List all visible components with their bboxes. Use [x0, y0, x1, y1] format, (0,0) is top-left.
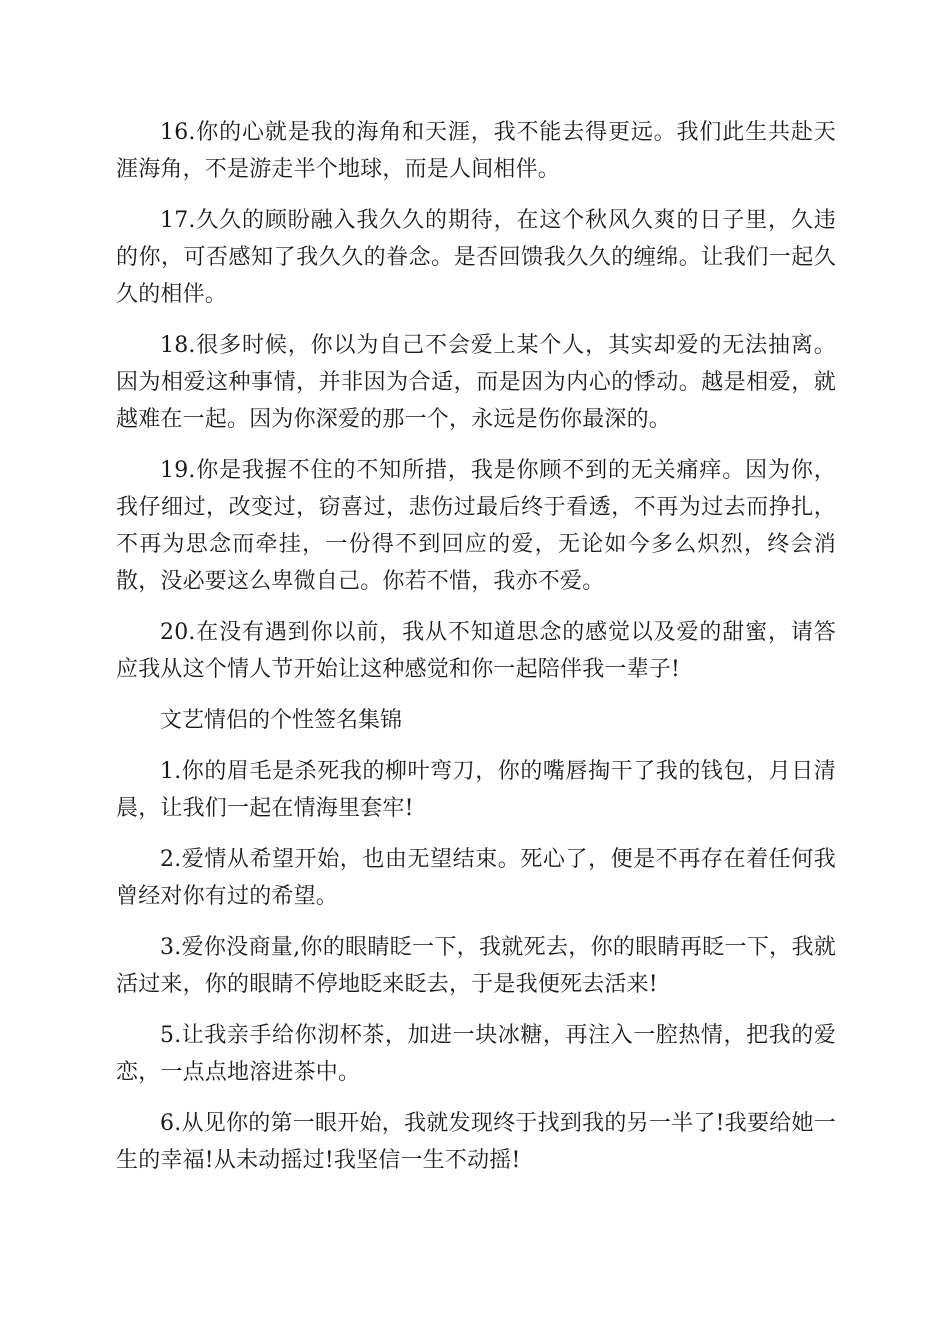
section-paragraph-5: 5.让我亲手给你沏杯茶，加进一块冰糖，再注入一腔热情，把我的爱恋，一点点地溶进茶中。	[116, 1023, 836, 1085]
paragraph-18: 18.很多时候，你以为自己不会爱上某个人，其实却爱的无法抽离。因为相爱这种事情，并非因为合适，而是因为内心的悸动。越是相爱，就越难在一起。因为你深爱的那一个，永远是伤你最深的。	[116, 333, 836, 432]
document-body	[116, 114, 836, 1193]
section-paragraph-6: 6.从见你的第一眼开始，我就发现终于找到我的另一半了!我要给她一生的幸福!从未动摇过!我坚信一生不动摇!	[116, 1111, 836, 1173]
section-heading: 文艺情侣的个性签名集锦	[160, 708, 403, 733]
paragraph-16: 16.你的心就是我的海角和天涯，我不能去得更远。我们此生共赴天涯海角，不是游走半个地球，而是人间相伴。	[116, 120, 836, 182]
paragraph-20: 20.在没有遇到你以前，我从不知道思念的感觉以及爱的甜蜜，请答应我从这个情人节开始让这种感觉和你一起陪伴我一辈子!	[116, 620, 836, 682]
section-paragraph-3: 3.爱你没商量,你的眼睛眨一下，我就死去，你的眼睛再眨一下，我就活过来，你的眼睛不停地眨来眨去，于是我便死去活来!	[116, 935, 836, 997]
section-paragraph-2: 2.爱情从希望开始，也由无望结束。死心了，便是不再存在着任何我曾经对你有过的希望。	[116, 847, 836, 909]
paragraph-19: 19.你是我握不住的不知所措，我是你顾不到的无关痛痒。因为你，我仔细过，改变过，窃喜过，悲伤过最后终于看透，不再为过去而挣扎，不再为思念而牵挂，一份得不到回应的爱，无论如今多么炽烈，终会消散，没必要这么卑微自己。你若不惜，我亦不爱。	[116, 458, 836, 594]
section-paragraph-1: 1.你的眉毛是杀死我的柳叶弯刀，你的嘴唇掏干了我的钱包，月日清晨，让我们一起在情海里套牢!	[116, 759, 836, 821]
paragraph-17: 17.久久的顾盼融入我久久的期待，在这个秋风久爽的日子里，久违的你，可否感知了我久久的眷念。是否回馈我久久的缠绵。让我们一起久久的相伴。	[116, 208, 836, 307]
